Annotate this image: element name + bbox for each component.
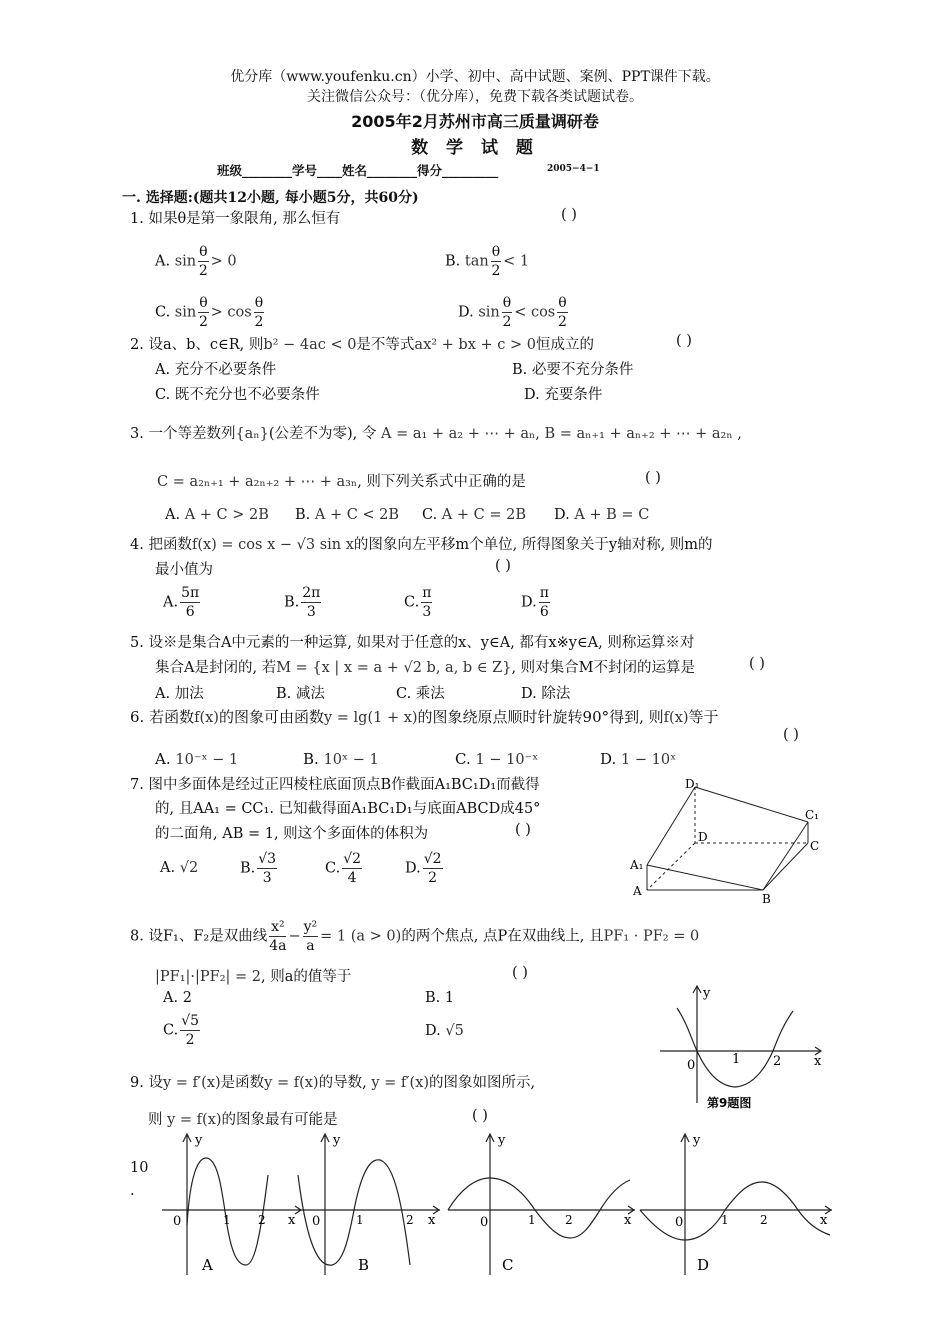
- q1-option-b: B. tan $\frac{\theta}{2}$ < 1: [445, 244, 530, 279]
- q4-option-a: A. $\frac{5\pi}{6}$: [163, 585, 200, 620]
- q7-option-c: C. $\frac{√2}{4}$: [325, 851, 362, 886]
- q3-stem-line1: 3. 一个等差数列{aₙ}(公差不为零), 令 A = a₁ + a₂ + ⋯ + aₙ, B = aₙ₊₁ + aₙ₊₂ + ⋯ + a₂ₙ ,: [130, 426, 742, 442]
- q3-option-d: D. A + B = C: [554, 507, 650, 523]
- q9-a-y-label: y: [195, 1133, 203, 1148]
- q9-fig-origin: 0: [687, 1058, 696, 1073]
- q9-d-x-label: x: [820, 1213, 828, 1228]
- exam-date: 2005−4−1: [547, 164, 600, 174]
- q4-option-d: D. $\frac{\pi}{6}$: [521, 585, 549, 620]
- q1-c-label: C.: [155, 304, 171, 321]
- q9-b-y-label: y: [333, 1133, 341, 1148]
- q6-option-b: B. 10ˣ − 1: [303, 750, 379, 768]
- q9-d-origin: 0: [675, 1215, 684, 1230]
- q2-option-b: B. 必要不充分条件: [512, 362, 634, 378]
- q5-option-c: C. 乘法: [396, 686, 445, 702]
- q9-a-label: A: [202, 1256, 213, 1274]
- q7-answer-paren: ( ): [515, 822, 531, 838]
- q4-answer-paren: ( ): [495, 558, 511, 574]
- q1-answer-paren: ( ): [561, 207, 577, 223]
- q6-stem: 6. 若函数f(x)的图象可由函数y = lg(1 + x)的图象绕原点顺时针旋转90°得到, 则f(x)等于: [130, 708, 719, 726]
- q9-a-tick-1: 1: [223, 1213, 231, 1227]
- q8-option-d: D. √5: [425, 1023, 464, 1039]
- q9-c-x-label: x: [624, 1213, 632, 1228]
- q9-c-tick-1: 1: [528, 1213, 536, 1227]
- q9-stem-line2: 则 y = f(x)的图象最有可能是: [148, 1112, 338, 1128]
- q9-b-x-label: x: [428, 1213, 436, 1228]
- q3-answer-paren: ( ): [645, 470, 661, 486]
- q1-b-label: B.: [445, 253, 461, 270]
- q9-graph-b: [298, 1134, 440, 1275]
- q1-option-a: A. sin $\frac{\theta}{2}$ > 0: [155, 244, 237, 279]
- exam-subject: 数 学 试 题: [411, 138, 539, 158]
- q9-c-origin: 0: [480, 1215, 489, 1230]
- q7-label-b: B: [762, 892, 771, 905]
- q8-answer-paren: ( ): [512, 965, 528, 981]
- q6-option-d: D. 1 − 10ˣ: [600, 750, 677, 768]
- q5-stem-line1: 5. 设※是集合A中元素的一种运算, 如果对于任意的x、y∈A, 都有x※y∈A, 则称运算※对: [130, 635, 695, 651]
- q7-stem-line2: 的, 且AA₁ = CC₁. 已知截得面A₁BC₁D₁与底面ABCD成45°: [155, 801, 541, 817]
- q9-d-y-label: y: [693, 1133, 701, 1148]
- q9-d-tick-1: 1: [721, 1213, 729, 1227]
- q7-option-a: A. √2: [160, 860, 199, 876]
- header-line-2: 关注微信公众号：（优分库），免费下载各类试题试卷。: [307, 89, 643, 105]
- q8-option-a: A. 2: [163, 990, 192, 1006]
- q9-b-origin: 0: [312, 1214, 321, 1229]
- q9-b-label: B: [358, 1256, 370, 1274]
- q8-math-dot-product: PF₁ · PF₂ = 0: [603, 928, 700, 945]
- q9-stem-line1: 9. 设y = f′(x)是函数y = f(x)的导数, y = f′(x)的图象如图所示,: [130, 1075, 536, 1091]
- q9-c-label: C: [502, 1256, 514, 1274]
- q3-stem-line2: C = a₂ₙ₊₁ + a₂ₙ₊₂ + ⋯ + a₃ₙ, 则下列关系式中正确的是: [157, 474, 526, 490]
- q5-stem-line2: 集合A是封闭的, 若M = {x | x = a + √2 b, a, b ∈ Z}, 则对集合M不封闭的运算是: [155, 660, 696, 676]
- q9-a-x-label: x: [288, 1213, 296, 1228]
- q1-d-label: D.: [458, 304, 474, 321]
- q8-stem-line2: |PF₁|·|PF₂| = 2, 则a的值等于: [155, 969, 352, 985]
- q6-option-c: C. 1 − 10⁻ˣ: [455, 750, 539, 768]
- q9-graph-a: [162, 1134, 301, 1275]
- q9-fig-x-label: x: [814, 1054, 822, 1069]
- q2-answer-paren: ( ): [676, 333, 692, 349]
- q1-option-d: D. sin $\frac{\theta}{2}$ < cos $\frac{\theta}{2}$: [458, 295, 567, 330]
- q8-math-product: |PF₁|·|PF₂| = 2: [155, 969, 262, 985]
- q7-label-a1: A₁: [630, 858, 644, 872]
- q1-option-c: C. sin $\frac{\theta}{2}$ > cos $\frac{\theta}{2}$: [155, 295, 264, 330]
- q10-number: 10: [130, 1160, 149, 1176]
- q8-stem-line1: 8. 设F₁、F₂是双曲线 $\frac{\text{x²}}{4a}$ − $\frac{\text{y²}}{a}$ = 1 (a > 0)的两个焦点, 点P在双曲线上, 且PF₁ · PF₂ = 0: [130, 919, 700, 954]
- q9-c-y-label: y: [498, 1133, 506, 1148]
- q9-a-tick-2: 2: [258, 1213, 266, 1227]
- q2-math-discriminant: b² − 4ac < 0: [263, 337, 357, 353]
- q7-label-c1: C₁: [805, 808, 819, 822]
- q7-label-d1: D₁: [685, 777, 700, 791]
- q9-b-tick-2: 2: [406, 1213, 414, 1227]
- q9-c-tick-2: 2: [565, 1213, 573, 1227]
- q8-option-c: C. $\frac{√5}{2}$: [163, 1013, 200, 1048]
- q5-option-d: D. 除法: [521, 686, 571, 702]
- q9-a-origin: 0: [173, 1214, 182, 1229]
- q9-fig-y-label: y: [703, 986, 711, 1001]
- q3-math-sequence: {aₙ}: [235, 426, 269, 442]
- q5-option-b: B. 减法: [276, 686, 325, 702]
- q9-answer-paren: ( ): [472, 1108, 488, 1124]
- q7-label-a: A: [633, 884, 642, 898]
- header-line-1: 优分库（www.youfenku.cn）小学、初中、高中试题、案例、PPT课件下载。: [230, 69, 720, 85]
- q5-answer-paren: ( ): [749, 656, 765, 672]
- q2-math-inequality: ax² + bx + c > 0: [414, 337, 536, 353]
- q9-derivative-figure: [655, 983, 835, 1113]
- q6-answer-paren: ( ): [783, 727, 799, 743]
- q7-option-b: B. $\frac{√3}{3}$: [240, 851, 277, 886]
- q9-d-tick-2: 2: [760, 1213, 768, 1227]
- q9-d-label: D: [697, 1256, 710, 1274]
- q4-option-c: C. $\frac{\pi}{3}$: [404, 585, 432, 620]
- q6-math-lg: y = lg(1 + x): [323, 710, 418, 726]
- q2-option-c: C. 既不充分也不必要条件: [155, 387, 320, 403]
- q10-number-dot: .: [130, 1183, 135, 1199]
- q9-graph-d: [640, 1134, 832, 1275]
- q5-math-set: M = {x | x = a + √2 b, a, b ∈ Z}: [276, 660, 512, 676]
- q2-option-a: A. 充分不必要条件: [155, 362, 277, 378]
- exam-title: 2005年2月苏州市高三质量调研卷: [351, 112, 599, 131]
- q9-option-graphs: [150, 1130, 850, 1280]
- q3-option-c: C. A + C = 2B: [422, 507, 526, 523]
- q9-graph-c: [448, 1134, 635, 1275]
- q3-math-a-b: A = a₁ + a₂ + ⋯ + aₙ, B = aₙ₊₁ + aₙ₊₂ + ⋯ + a₂ₙ ,: [380, 426, 742, 442]
- q7-label-c: C: [810, 839, 820, 853]
- q7-stem-line3: 的二面角, AB = 1, 则这个多面体的体积为: [155, 826, 429, 842]
- q3-option-b: B. A + C < 2B: [295, 507, 400, 523]
- q3-option-a: A. A + C > 2B: [165, 507, 269, 523]
- q3-math-c: C = a₂ₙ₊₁ + a₂ₙ₊₂ + ⋯ + a₃ₙ: [157, 474, 358, 490]
- q9-fig-caption: 第9题图: [707, 1096, 752, 1110]
- q1-a-label: A.: [155, 253, 171, 270]
- section-title: 一. 选择题:(题共12小题, 每小题5分，共60分): [122, 190, 419, 206]
- q7-polyhedron-figure: [625, 775, 830, 905]
- q4-option-b: B. $\frac{2\pi}{3}$: [284, 585, 321, 620]
- q6-option-a: A. 10⁻ˣ − 1: [155, 750, 239, 768]
- q9-fig-tick-1: 1: [732, 1052, 741, 1067]
- q9-b-tick-1: 1: [356, 1213, 364, 1227]
- q5-option-a: A. 加法: [155, 686, 204, 702]
- q4-stem-line1: 4. 把函数f(x) = cos x − √3 sin x的图象向左平移m个单位, 所得图象关于y轴对称, 则m的: [130, 537, 713, 553]
- student-info-fields: 班级________学号____姓名________得分_________: [217, 163, 499, 178]
- q4-math-function: f(x) = cos x − √3 sin x: [191, 537, 354, 553]
- q4-stem-line2: 最小值为: [155, 562, 213, 578]
- q2-option-d: D. 充要条件: [524, 387, 603, 403]
- q7-label-d: D: [698, 830, 708, 844]
- q7-option-d: D. $\frac{√2}{2}$: [405, 851, 442, 886]
- q1-stem: 1. 如果θ是第一象限角, 那么恒有: [130, 211, 341, 227]
- q8-option-b: B. 1: [425, 990, 455, 1006]
- q9-fig-tick-2: 2: [773, 1054, 782, 1069]
- q7-stem-line1: 7. 图中多面体是经过正四棱柱底面顶点B作截面A₁BC₁D₁而截得: [130, 777, 540, 793]
- q2-stem: 2. 设a、b、c∈R, 则b² − 4ac < 0是不等式ax² + bx + c > 0恒成立的: [130, 337, 594, 353]
